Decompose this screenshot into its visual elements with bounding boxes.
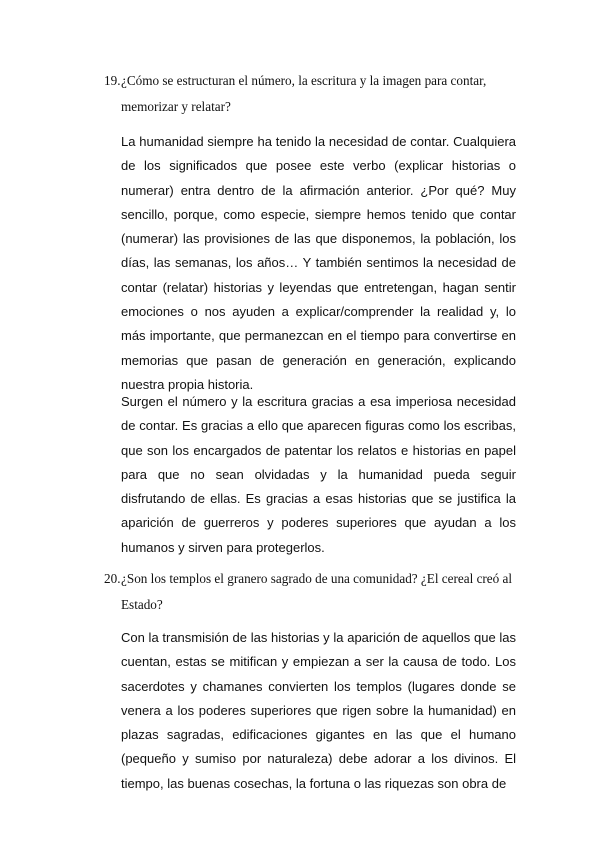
answer-paragraph: Surgen el número y la escritura gracias a esa imperiosa necesidad de contar. Es gracias a ello que aparecen figuras como los escribas, que son los encargados de patentar los relatos e historias en papel para que no sean olvidadas y la humanidad pueda seguir disfrutando de ellas. Es gracias a esas historias que se justifica la aparición de guerreros y poderes superiores que ayudan a los humanos y sirven para protegerlos. bbox=[121, 394, 516, 555]
question-text: ¿Son los templos el granero sagrado de una comunidad? ¿El cereal creó al Estado? bbox=[121, 571, 513, 612]
question-19-heading bbox=[104, 68, 524, 120]
question-text: ¿Cómo se estructuran el número, la escritura y la imagen para contar, memorizar y relatar? bbox=[121, 73, 487, 114]
answer-paragraph: La humanidad siempre ha tenido la necesidad de contar. Cualquiera de los significados que posee este verbo (explicar historias o numerar) entra dentro de la afirmación anterior. ¿Por qué? Muy sencillo, porque, como especie, siempre hemos tenido que contar (numerar) las provisiones de las que disponemos, la población, los días, las semanas, los años… Y también sentimos la necesidad de contar (relatar) historias y leyendas que entretengan, hagan sentir emociones o nos ayuden a explicar/comprender la realidad y, lo más importante, que permanezcan en el tiempo para convertirse en memorias que pasan de generación en generación, explicando nuestra propia historia. bbox=[121, 134, 516, 392]
question-number: 19. bbox=[104, 73, 121, 88]
answer-paragraph: Con la transmisión de las historias y la aparición de aquellos que las cuentan, estas se mitifican y empiezan a ser la causa de todo. Los sacerdotes y chamanes convierten los templos (lugares donde se venera a los poderes superiores que rigen sobre la humanidad) en plazas sagradas, edificaciones gigantes en las que el humano (pequeño y sumiso por naturaleza) debe adorar a los divinos. El tiempo, las buenas cosechas, la fortuna o las riquezas son obra de bbox=[121, 630, 516, 791]
question-20-heading bbox=[104, 566, 524, 618]
question-number: 20. bbox=[104, 571, 121, 586]
